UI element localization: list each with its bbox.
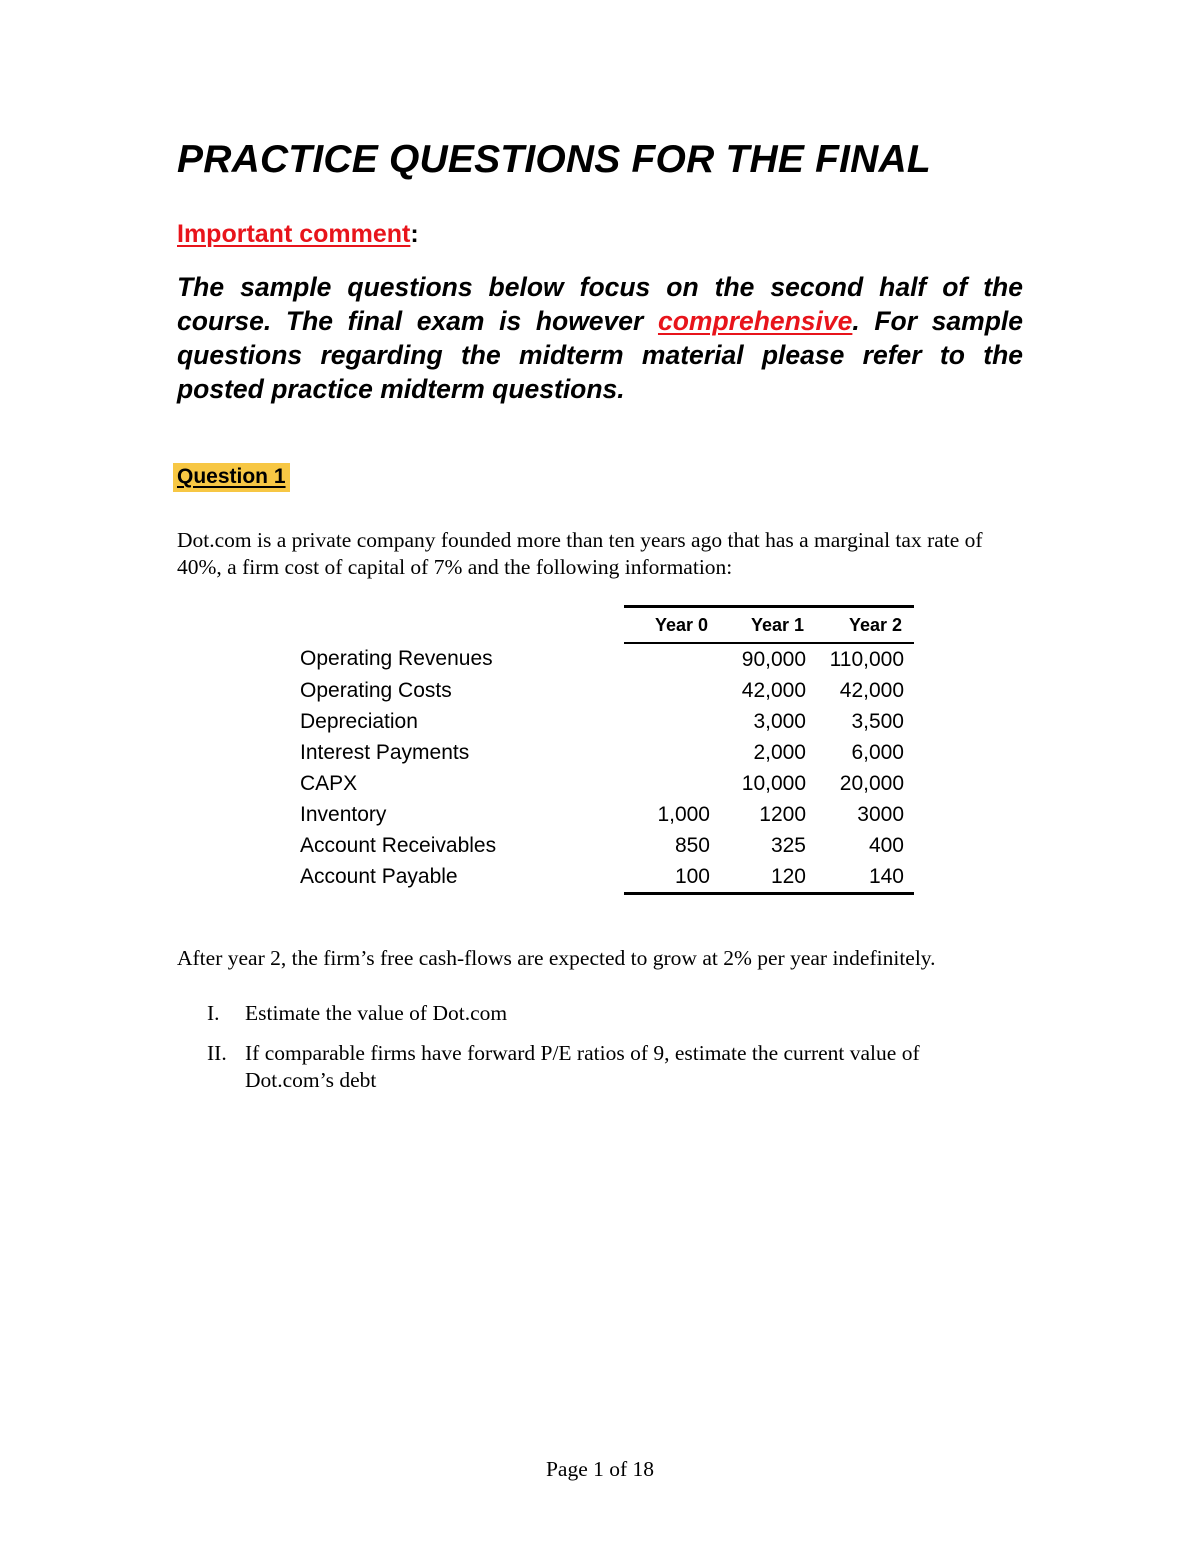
table-row [296,706,914,737]
important-comment-label: Important comment [177,220,411,248]
row-label: Interest Payments [300,740,470,764]
intro-paragraph [177,270,1023,406]
table-row [296,737,914,768]
question-1-label: Question 1 [173,463,290,492]
financial-data-table [296,605,914,895]
row-label: Account Receivables [300,833,497,857]
cell-year-0: 1,000 [657,802,710,826]
cell-year-0: 100 [624,861,720,894]
row-label: Operating Costs [300,678,452,702]
row-label: Account Payable [300,865,458,889]
table-row [296,830,914,861]
sub-question-text: Estimate the value of Dot.com [245,1001,508,1025]
cell-year-2: 140 [816,861,914,894]
cell-year-1: 3,000 [753,709,806,733]
cell-year-2: 3,500 [851,709,904,733]
cell-year-1: 90,000 [741,647,806,671]
row-label: CAPX [300,771,358,795]
cell-year-2: 110,000 [829,647,904,671]
cell-year-0 [624,768,720,799]
sub-question-text: If comparable firms have forward P/E ratios of 9, estimate the current value of Dot.com’s debt [245,1041,920,1092]
cell-year-0 [624,675,720,706]
cell-year-1: 1200 [759,802,806,826]
important-comment-heading [177,220,419,249]
cell-year-2: 3000 [857,802,904,826]
important-comment-colon: : [410,220,419,248]
table-header-year-1: Year 1 [720,607,816,644]
growth-assumption-text: After year 2, the firm’s free cash-flows are expected to grow at 2% per year indefinitely. [177,946,936,970]
cell-year-0 [624,737,720,768]
sub-question-number: I. [207,1001,220,1025]
table-row [296,675,914,706]
table-header-year-2: Year 2 [816,607,914,644]
cell-year-1: 2,000 [753,740,806,764]
intro-text-part2: . For sample questions regarding the midterm material please refer to the posted practice midterm questions. [177,306,1024,404]
cell-year-2: 20,000 [839,771,904,795]
list-item [177,1040,1007,1094]
cell-year-1: 120 [720,861,816,894]
intro-emphasis: comprehensive [657,306,853,336]
cell-year-2: 6,000 [851,740,904,764]
page-footer: Page 1 of 18 [545,1457,655,1481]
row-label: Inventory [300,802,387,826]
table-row [296,768,914,799]
cell-year-0 [624,706,720,737]
cell-year-1: 42,000 [741,678,806,702]
row-label: Depreciation [300,709,418,733]
table-header-blank [296,607,624,644]
cell-year-1: 325 [770,833,806,857]
page-title: PRACTICE QUESTIONS FOR THE FINAL [177,138,931,181]
table-header-year-0: Year 0 [624,607,720,644]
sub-question-list [177,1000,1007,1107]
cell-year-2: 400 [868,833,904,857]
intro-text-part1: The sample questions below focus on the second half of the course. The final exam is however [177,272,1023,336]
table-row [296,861,914,894]
sub-question-number: II. [207,1041,227,1065]
question-1-text: Dot.com is a private company founded more than ten years ago that has a marginal tax rate of 40%, a firm cost of capital of 7% and the following information: [177,528,983,579]
cell-year-0 [624,643,720,675]
row-label: Operating Revenues [300,647,493,670]
table-row [296,799,914,830]
table-row [296,643,914,675]
cell-year-1: 10,000 [741,771,806,795]
cell-year-0: 850 [674,833,710,857]
table-header-row [296,607,914,644]
cell-year-2: 42,000 [839,678,904,702]
list-item [177,1000,1007,1027]
